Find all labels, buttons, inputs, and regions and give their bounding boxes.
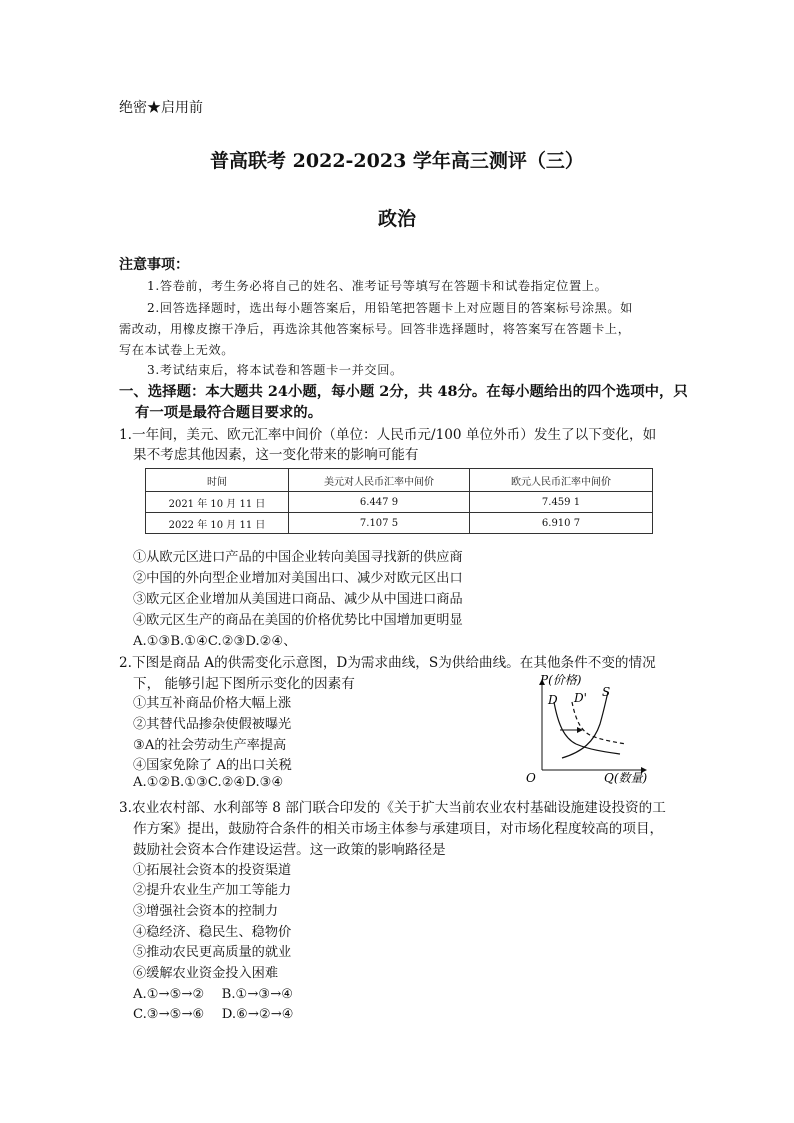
section-heading-cont: 有一项是最符合题目要求的。 — [135, 404, 323, 421]
question-3-option: ④稳经济、稳民生、稳物价 — [133, 925, 292, 940]
table-cell: 6.447 9 — [289, 492, 470, 513]
notice-line: 2.回答选择题时，选出每小题答案后，用铅笔把答题卡上对应题目的答案标号涂黑。如 — [147, 301, 633, 315]
origin-label: O — [526, 771, 536, 784]
question-2-option: ②其替代品掺杂使假被曝光 — [133, 717, 292, 732]
table-cell: 7.459 1 — [470, 492, 653, 513]
question-3-stem-cont: 鼓励社会资本合作建设运营。这一政策的影响路径是 — [133, 842, 446, 858]
exam-title: 普高联考 2022-2023 学年高三测评（三） — [210, 150, 584, 172]
question-1-answers: A.①③B.①④C.②③D.②④、 — [133, 634, 297, 649]
confidential-mark: 绝密★启用前 — [119, 100, 203, 116]
table-header-cell: 欧元人民币汇率中间价 — [470, 469, 653, 492]
price-axis-label: P(价格) — [540, 673, 582, 687]
question-2-stem-cont: 下， 能够引起下图所示变化的因素有 — [133, 676, 355, 692]
table-cell: 6.910 7 — [470, 513, 653, 534]
notice-line: 需改动，用橡皮擦干净后，再选涂其他答案标号。回答非选择题时，将答案写在答题卡上， — [119, 322, 631, 336]
notice-line: 1.答卷前，考生务必将自己的姓名、准考证号等填写在答题卡和试卷指定位置上。 — [147, 279, 608, 293]
table-header-row — [146, 469, 653, 492]
demand-curve-d — [554, 702, 620, 754]
table-cell: 2022 年 10 月 11 日 — [146, 513, 289, 534]
question-2-option: ④国家免除了 A的出口关税 — [133, 758, 292, 773]
question-1-option: ④欧元区生产的商品在美国的价格优势比中国增加更明显 — [133, 613, 463, 628]
question-3-option: ⑤推动农民更高质量的就业 — [133, 945, 292, 960]
notice-line: 3.考试结束后，将本试卷和答题卡一并交回。 — [147, 363, 403, 377]
question-1-option: ③欧元区企业增加从美国进口商品、减少从中国进口商品 — [133, 592, 463, 607]
notice-line: 写在本试卷上无效。 — [119, 343, 235, 357]
supply-demand-diagram — [520, 672, 650, 784]
question-2-answers: A.①②B.①③C.②④D.③④ — [133, 775, 284, 790]
table-header-cell: 美元对人民币汇率中间价 — [289, 469, 470, 492]
question-3-stem-cont: 作方案》提出，鼓励符合条件的相关市场主体参与承建项目，对市场化程度较高的项目， — [133, 821, 664, 837]
question-1-option: ②中国的外向型企业增加对美国出口、减少对欧元区出口 — [133, 571, 463, 586]
question-1-option: ①从欧元区进口产品的中国企业转向美国寻找新的供应商 — [133, 550, 463, 565]
question-1-stem: 1.一年间，美元、欧元汇率中间价（单位：人民币元/100 单位外币）发生了以下变化，如 — [119, 427, 657, 443]
curve-d-label: D — [548, 693, 558, 707]
question-3-option: ⑥缓解农业资金投入困难 — [133, 966, 279, 981]
section-heading: 一、选择题：本大题共 24小题，每小题 2分，共 48分。在每小题给出的四个选项中，只 — [119, 383, 688, 400]
question-3-stem: 3.农业农村部、水利部等 8 部门联合印发的《关于扩大当前农业农村基础设施建设投资的工 — [119, 800, 666, 816]
table-row — [146, 513, 653, 534]
notice-heading: 注意事项： — [119, 257, 189, 273]
exchange-rate-table — [145, 468, 653, 534]
curve-d-prime-label: D' — [574, 691, 587, 705]
question-2-option: ③A的社会劳动生产率提高 — [133, 738, 287, 753]
question-3-answers: C.③→⑤→⑥ D.⑥→②→④ — [133, 1007, 294, 1022]
question-3-answers: A.①→⑤→② B.①→③→④ — [133, 987, 294, 1002]
question-1-stem-cont: 果不考虑其他因素，这一变化带来的影响可能有 — [133, 447, 419, 463]
table-header-cell: 时间 — [146, 469, 289, 492]
question-3-option: ③增强社会资本的控制力 — [133, 904, 279, 919]
table-cell: 7.107 5 — [289, 513, 470, 534]
question-2-option: ①其互补商品价格大幅上涨 — [133, 696, 292, 711]
curve-s-label: S — [602, 685, 611, 699]
demand-curve-d-prime — [572, 702, 626, 744]
table-cell: 2021 年 10 月 11 日 — [146, 492, 289, 513]
quantity-axis-label: Q(数量) — [604, 771, 648, 784]
table-row — [146, 492, 653, 513]
question-3-option: ②提升农业生产加工等能力 — [133, 883, 292, 898]
subject-title: 政治 — [377, 208, 416, 230]
question-3-option: ①拓展社会资本的投资渠道 — [133, 863, 292, 878]
question-2-stem: 2.下图是商品 A的供需变化示意图，D为需求曲线，S为供给曲线。在其他条件不变的情况 — [119, 655, 656, 671]
